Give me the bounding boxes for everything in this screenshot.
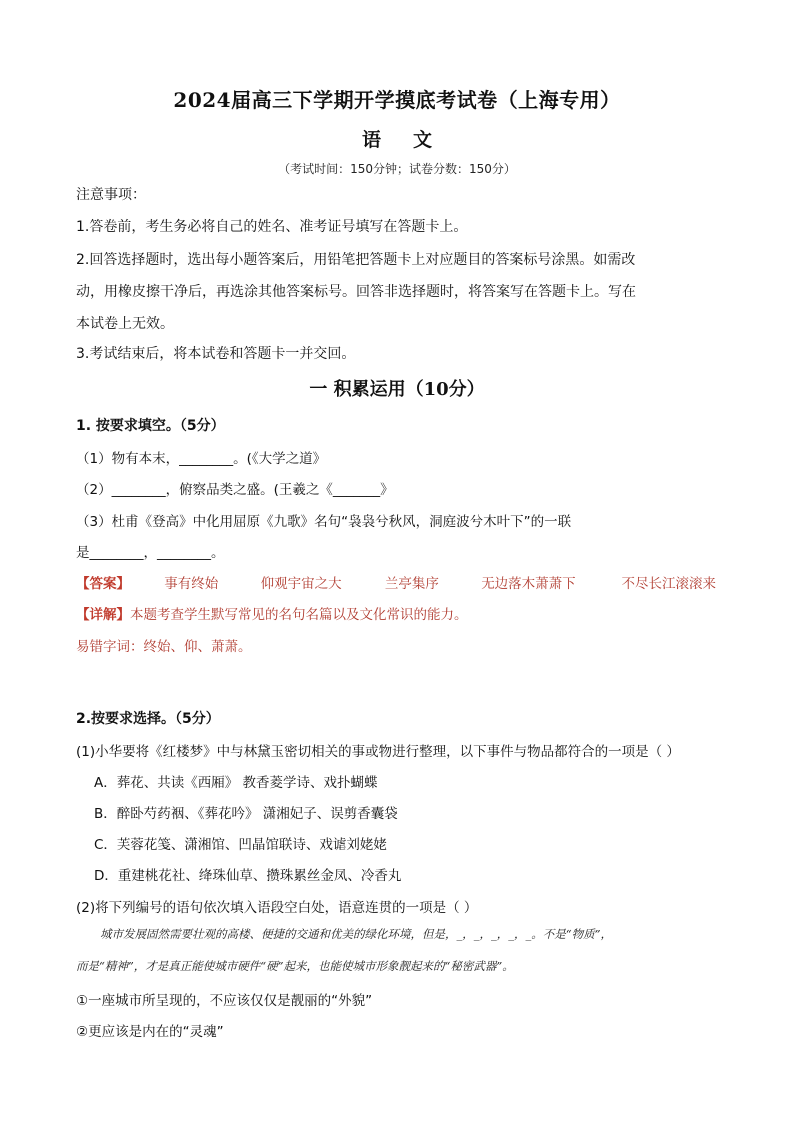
sentence-item-1-number: ① [76, 993, 89, 1009]
q1-answer-row [76, 572, 716, 592]
essay-line-1: 城市发展固然需要壮观的高楼、便捷的交通和优美的绿化环境，但是，_，_，_，_，_。不是“物质”， [100, 927, 613, 941]
notes-item-2-line-2: 动，用橡皮擦干净后，再选涂其他答案标号。回答非选择题时，将答案写在答题卡上。写在 [76, 284, 636, 300]
exam-title: 2024届高三下学期开学摸底考试卷（上海专用） [173, 88, 621, 112]
answer-label: 【答案】 [76, 576, 130, 592]
sentence-item-1-text: 一座城市所呈现的，不应该仅仅是靓丽的“外貌” [88, 993, 373, 1009]
q1-sub-2: （2）________，俯察品类之盛。(王羲之《_______》 [76, 482, 394, 498]
sentence-item-2-text: 更应该是内在的“灵魂” [88, 1024, 224, 1040]
q1-sub-3-line-2: 是________，________。 [76, 545, 225, 561]
q1-error-words: 易错字词：终始、仰、萧萧。 [76, 639, 252, 655]
answer-4: 无边落木萧萧下 [481, 576, 576, 592]
detail-label: 【详解】 [76, 607, 130, 623]
answer-3: 兰亭集序 [384, 576, 439, 592]
q2-option-d: D．重建桃花社、绛珠仙草、攒珠累丝金凤、冷香丸 [94, 868, 402, 884]
q2-title: 2.按要求选择。（5分） [76, 711, 220, 727]
notes-item-2-line-1: 2.回答选择题时，选出每小题答案后，用铅笔把答题卡上对应题目的答案标号涂黑。如需改 [76, 252, 636, 268]
answer-2: 仰观宇宙之大 [260, 576, 342, 592]
notes-heading: 注意事项： [76, 187, 146, 203]
q2-option-a: A．葬花、共读《西厢》 教香菱学诗、戏扑蝴蝶 [94, 775, 378, 791]
exam-info: （考试时间：150分钟；试卷分数：150分） [278, 162, 516, 176]
q2-option-c: C．芙蓉花笺、潇湘馆、凹晶馆联诗、戏谑刘姥姥 [94, 837, 387, 853]
answer-5: 不尽长江滚滚来 [621, 576, 716, 592]
q1-sub-1: （1）物有本末，________。(《大学之道》 [76, 451, 327, 467]
detail-text: 本题考查学生默写常见的名句名篇以及文化常识的能力。 [130, 607, 468, 623]
q2-option-b: B．醉卧芍药裀、《葬花吟》 潇湘妃子、误剪香囊袋 [94, 806, 398, 822]
essay-line-2: 而是“精神”，才是真正能使城市硬件“硬”起来，也能使城市形象靓起来的“秘密武器”。 [76, 959, 514, 973]
q1-detail [76, 603, 468, 623]
q2-part-1-stem: (1)小华要将《红楼梦》中与林黛玉密切相关的事或物进行整理，以下事件与物品都符合的一项是（ ） [76, 744, 680, 760]
sentence-item-2-number: ② [76, 1024, 89, 1040]
sentence-item-2 [76, 1020, 224, 1040]
sentence-item-1 [76, 989, 372, 1009]
section-1-title: 一 积累运用（10分） [309, 379, 485, 400]
notes-item-1: 1.答卷前，考生务必将自己的姓名、准考证号填写在答题卡上。 [76, 219, 468, 235]
q2-part-2-stem: (2)将下列编号的语句依次填入语段空白处，语意连贯的一项是（ ） [76, 900, 478, 916]
notes-item-2-line-3: 本试卷上无效。 [76, 316, 174, 332]
notes-item-3: 3.考试结束后，将本试卷和答题卡一并交回。 [76, 346, 356, 362]
answer-1: 事有终始 [164, 576, 219, 592]
subject-title: 语文 [361, 129, 464, 151]
q1-title: 1. 按要求填空。（5分） [76, 418, 225, 434]
q1-sub-3-line-1: （3）杜甫《登高》中化用屈原《九歌》名句“袅袅兮秋风，洞庭波兮木叶下”的一联 [76, 514, 572, 530]
